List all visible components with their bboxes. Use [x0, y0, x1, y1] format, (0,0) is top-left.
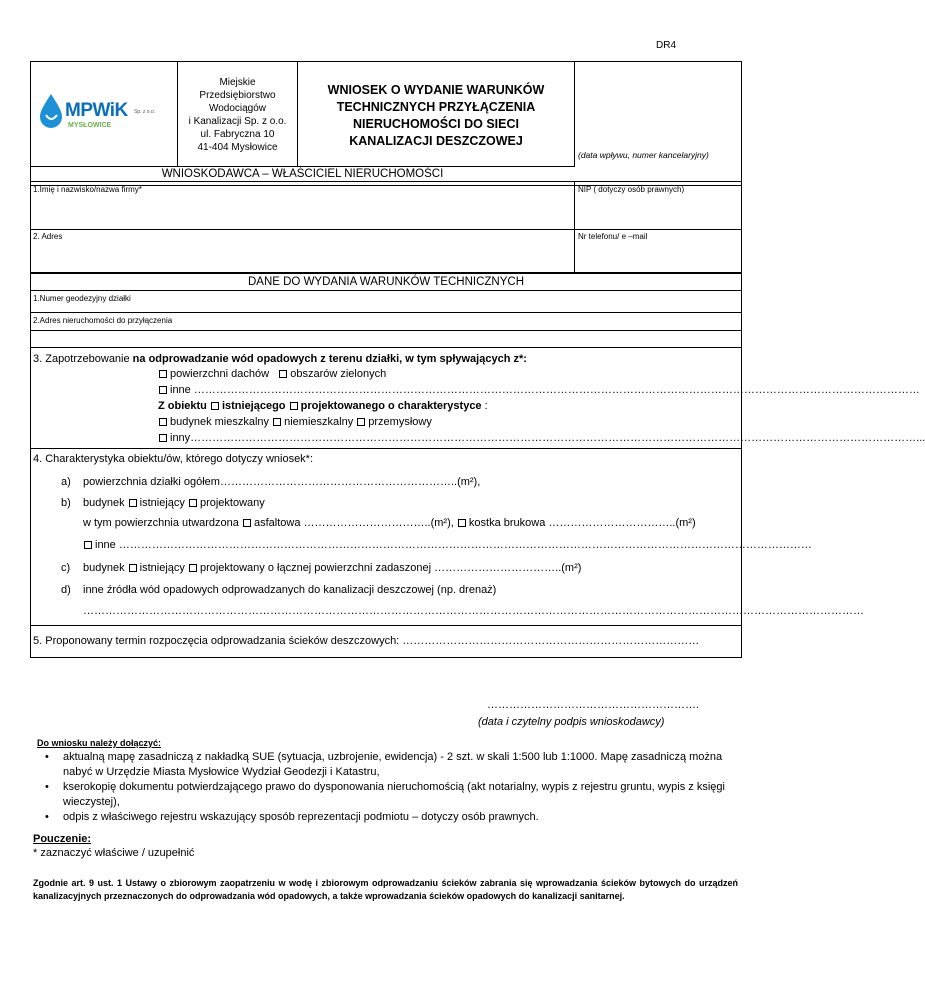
- attachment-item: • odpis z właściwego rejestru wskazujący sposób reprezentacji podmiotu – dotyczy osób prawnych.: [30, 810, 740, 825]
- stamp-note: (data wpływu, numer kancelaryjny): [578, 150, 709, 160]
- notice-text: * zaznaczyć właściwe / uzupełnić: [33, 847, 195, 859]
- plot-number-label: 1.Numer geodezyjny działki: [33, 294, 131, 303]
- company-info: Miejskie Przedsiębiorstwo Wodociągów i Kanalizacji Sp. z o.o. ul. Fabryczna 10 41-404 Mysłowice: [188, 77, 287, 153]
- q4-b-hardened: w tym powierzchnia utwardzona asfaltowa ……………………………..(m²), kostka brukowa ……………………………..(m²): [83, 517, 696, 529]
- b-other-checkbox[interactable]: [84, 541, 92, 549]
- field-address-label: 2. Adres: [33, 232, 63, 241]
- other-surface-checkbox[interactable]: [159, 386, 167, 394]
- nonresidential-checkbox[interactable]: [273, 418, 281, 426]
- b-existing-checkbox[interactable]: [129, 499, 137, 507]
- q4-d-dots: ……………………………………………………………………………………………………………………………………………………………………………………………: [83, 605, 864, 617]
- signature-line[interactable]: ………………………………………………….: [487, 699, 700, 711]
- residential-checkbox[interactable]: [159, 418, 167, 426]
- designed-object-checkbox[interactable]: [290, 402, 298, 410]
- c-existing-checkbox[interactable]: [129, 564, 137, 572]
- q3-title: 3. Zapotrzebowanie na odprowadzanie wód opadowych z terenu działki, w tym spływających z*:: [33, 353, 527, 365]
- q4-a-text: powierzchnia działki ogółem………………………………………………………..(m²),: [83, 476, 481, 488]
- water-drop-icon: [38, 93, 64, 129]
- q4-d-text: inne źródła wód opadowych odprowadzanych do kanalizacji deszczowej (np. drenaż): [83, 584, 497, 596]
- existing-object-checkbox[interactable]: [211, 402, 219, 410]
- q4-c-label: c): [61, 562, 71, 574]
- q4-b-other: inne ………………………………………………………………………………………………………………………………………………………………………: [83, 539, 683, 551]
- q4-d-label: d): [61, 584, 71, 596]
- q3-row-other: inne ………………………………………………………………………………………………………………………………………………………………………………: [158, 384, 738, 396]
- roof-checkbox[interactable]: [159, 370, 167, 378]
- asphalt-checkbox[interactable]: [243, 519, 251, 527]
- q4-a-label: a): [61, 476, 71, 488]
- industrial-checkbox[interactable]: [357, 418, 365, 426]
- attachment-item: • aktualną mapę zasadniczą z nakładką SUE (sytuacja, uzbrojenie, ewidencja) - 2 szt. w skali 1:500 lub 1:1000. Mapę zasadniczą można nabyć w Urzędzie Miasta Mysłowice Wydział Geodezji i Katastru,: [30, 750, 740, 780]
- q4-c-row: budynek istniejący projektowany o łącznej powierzchni zadaszonej ……………………………..(m²): [83, 562, 582, 574]
- q3-row-object: Z obiektu istniejącego projektowanego o charakterystyce :: [158, 400, 488, 412]
- field-phone-input[interactable]: [578, 243, 738, 271]
- field-name-input[interactable]: [34, 196, 570, 226]
- plot-address-label: 2.Adres nieruchomości do przyłączenia: [33, 316, 173, 325]
- logo-wordmark: MPWiK: [65, 100, 128, 121]
- q4-b-row: budynek istniejący projektowany: [83, 497, 265, 509]
- notice-title: Pouczenie:: [33, 833, 92, 845]
- company-logo: [38, 93, 173, 143]
- section-data: DANE DO WYDANIA WARUNKÓW TECHNICZNYCH: [247, 276, 524, 288]
- logo-suffix: Sp. z o.o.: [134, 109, 156, 115]
- other-building-checkbox[interactable]: [159, 434, 167, 442]
- field-nip-label: NIP ( dotyczy osób prawnych): [578, 185, 685, 194]
- field-address-input[interactable]: [34, 243, 570, 271]
- attachment-item: • kserokopię dokumentu potwierdzającego prawo do dysponowania nieruchomością (akt notarialny, wypis z rejestru gruntu, wypis z księgi wieczystej),: [30, 780, 740, 810]
- green-areas-checkbox[interactable]: [279, 370, 287, 378]
- q3-row-building-type: budynek mieszkalny niemieszkalny przemysłowy: [158, 416, 432, 428]
- form-title: WNIOSEK O WYDANIE WARUNKÓW TECHNICZNYCH PRZYŁĄCZENIA NIERUCHOMOŚCI DO SIECI KANALIZACJI DESZCZOWEJ: [327, 83, 545, 148]
- attachments-list: [30, 750, 740, 825]
- document-code: DR4: [656, 40, 677, 51]
- q4-b-label: b): [61, 497, 71, 509]
- section-applicant: WNIOSKODAWCA – WŁAŚCICIEL NIERUCHOMOŚCI: [161, 168, 444, 180]
- logo-city: MYSŁOWICE: [68, 122, 112, 129]
- field-name-label: 1.Imię i nazwisko/nazwa firmy*: [33, 185, 142, 194]
- law-text: Zgodnie art. 9 ust. 1 Ustawy o zbiorowym zaopatrzeniu w wodę i zbiorowym odprowadzaniu ścieków zabrania się wprowadzania ścieków bytowych do urządzeń kanalizacyjnych przeznaczonych do odprowadzania wód opadowych, a także wprowadzania ścieków opadowych do kanalizacji sanitarnej.: [33, 878, 738, 901]
- b-designed-checkbox[interactable]: [189, 499, 197, 507]
- paving-checkbox[interactable]: [458, 519, 466, 527]
- c-designed-checkbox[interactable]: [189, 564, 197, 572]
- q3-row-other-building: inny………………………………………………………………………………………………………………………………………………………………………………...: [158, 432, 740, 444]
- q4-title: 4. Charakterystyka obiektu/ów, którego dotyczy wniosek*:: [33, 453, 314, 465]
- field-phone-label: Nr telefonu/ e –mail: [578, 232, 648, 241]
- attachments-title: Do wniosku należy dołączyć:: [37, 738, 162, 748]
- q5-text: 5. Proponowany termin rozpoczęcia odprowadzania ścieków deszczowych: ………………………………………………………………………: [33, 635, 700, 647]
- signature-label: (data i czytelny podpis wnioskodawcy): [478, 716, 665, 728]
- field-nip-input[interactable]: [578, 196, 738, 226]
- q3-row-surfaces: powierzchni dachów obszarów zielonych: [158, 368, 386, 380]
